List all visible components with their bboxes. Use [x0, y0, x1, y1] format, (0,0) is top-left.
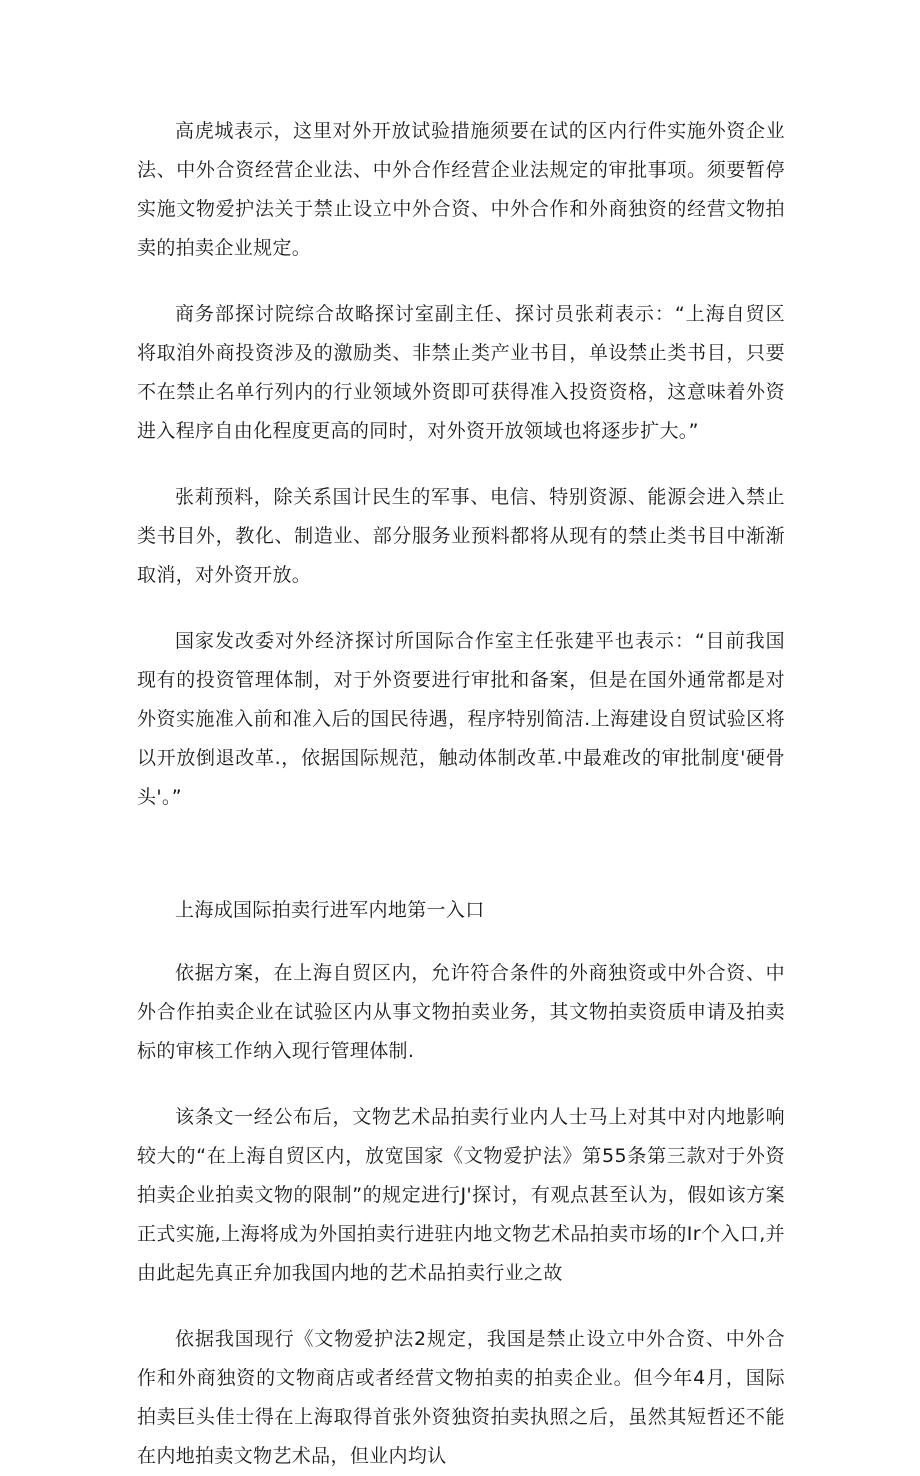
- paragraph-zhang-li-statement: 商务部探讨院综合故略探讨室副主任、探讨员张莉表示：“上海自贸区将取洎外商投资涉及的激励类、非禁止类产业书目，单设禁止类书目，只要不在禁止名单行列内的行业领域外资即可获得准入投资资格，这意味着外资进入程序自由化程度更高的同时，对外资开放领域也将逐步扩大。”: [137, 303, 785, 442]
- paragraph-clause-discussion: 该条文一经公布后，文物艺术品拍卖行业内人士马上对其中对内地影响较大的“在上海自贸区内，放宽国家《文物爱护法》第55条第三款对于外资拍卖企业拍卖文物的限制”的规定进行J'探讨，有观点甚至认为，假如该方案正式实施,上海将成为外国拍卖行进驻内地文物艺术品拍卖市场的Ir个入口,并由此起先真正弁加我国内地的艺术品拍卖行业之故: [137, 1106, 785, 1284]
- paragraph-plan: 依据方案，在上海自贸区内，允许符合条件的外商独资或中外合资、中外合作拍卖企业在试验区内从事文物拍卖业务，其文物拍卖资质申请及拍卖标的审核工作纳入现行管理体制.: [137, 962, 785, 1062]
- paragraph-heritage-law: 依据我国现行《文物爱护法2规定，我国是禁止设立中外合资、中外合作和外商独资的文物商店或者经营文物拍卖的拍卖企业。但今年4月，国际拍卖巨头佳士得在上海取得首张外资独资拍卖执照之后，虽然其短哲还不能在内地拍卖文物艺术品，但业内均认: [137, 1328, 785, 1467]
- section-heading: 上海成国际拍卖行进军内地第一入口: [175, 899, 485, 921]
- document-body: [137, 112, 785, 1476]
- paragraph-gao-hucheng: 高虎城表示，这里对外开放试验措施须要在试的区内行件实施外资企业法、中外合资经营企业法、中外合作经营企业法规定的审批事项。须要暂停实施文物爱护法关于禁止设立中外合资、中外合作和外商独资的经营文物拍卖的拍卖企业规定。: [137, 120, 785, 259]
- paragraph-zhang-jianping: 国家发改委对外经济探讨所国际合作室主任张建平也表示：“目前我国现有的投资管理体制，对于外资要进行审批和备案，但是在国外通常都是对外资实施准入前和准入后的国民待遇，程序特别简洁.上海建设自贸试验区将以开放倒退改革.，依据国际规范，触动体制改革.中最难改的审批制度'硬骨头'。”: [137, 630, 785, 808]
- paragraph-zhang-li-forecast: 张莉预料，除关系国计民生的军事、电信、特别资源、能源会进入禁止类书目外，教化、制造业、部分服务业预料都将从现有的禁止类书目中渐渐取消，对外资开放。: [137, 486, 785, 586]
